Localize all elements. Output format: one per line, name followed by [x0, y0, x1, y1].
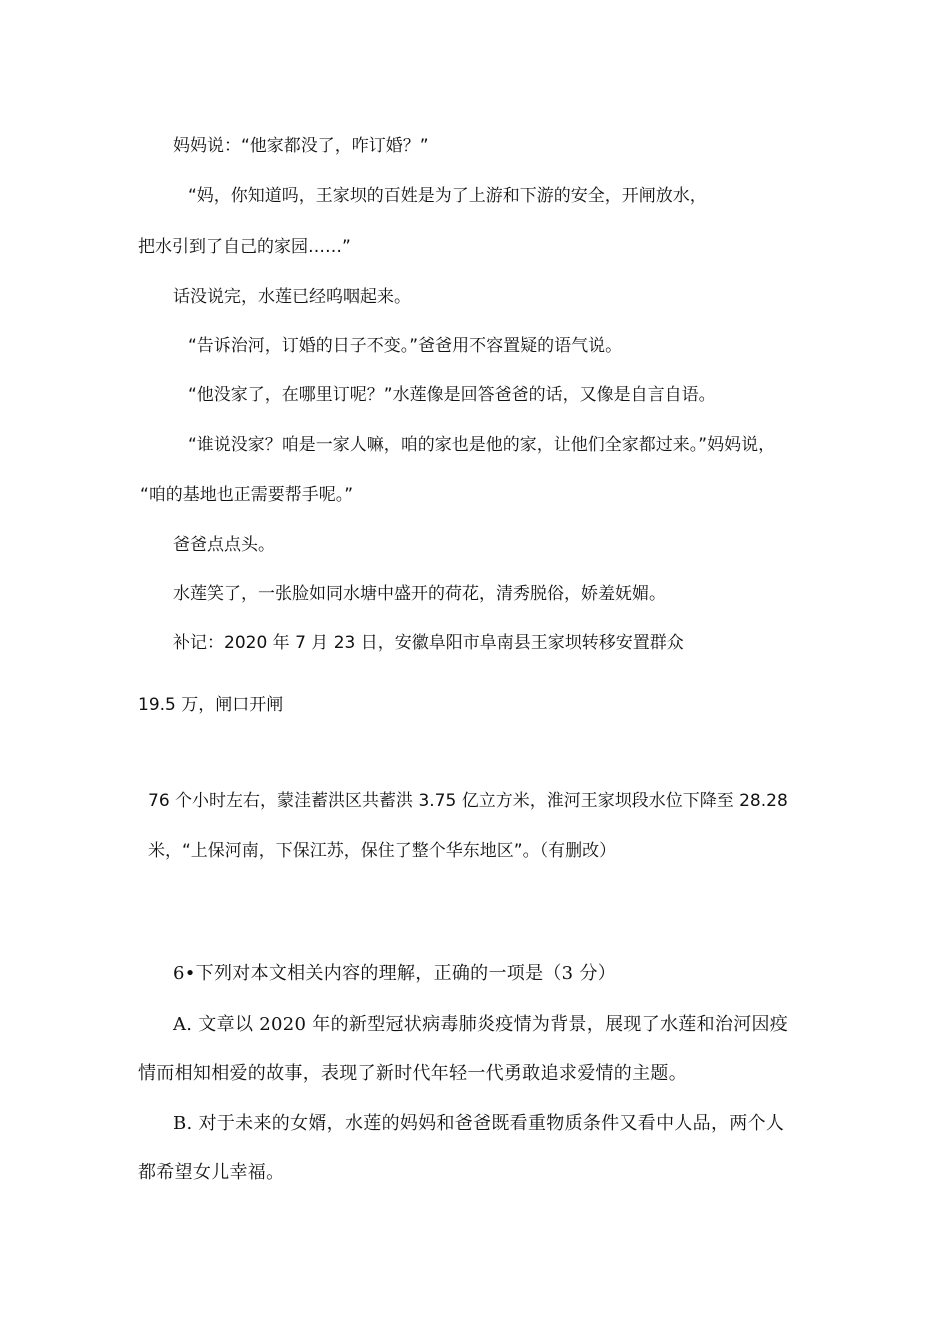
story-line-2: “妈，你知道吗，王家坝的百姓是为了上游和下游的安全，开闸放水，	[188, 186, 707, 206]
story-line-6: “他没家了，在哪里订呢？”水莲像是回答爸爸的话，又像是自言自语。	[188, 385, 716, 405]
story-line-14: 米，“上保河南，下保江苏，保住了整个华东地区”。（有删改）	[148, 841, 617, 861]
story-line-13: 76 个小时左右，蒙洼蓄洪区共蓄洪 3.75 亿立方米，淮河王家坝段水位下降至 28.28	[148, 791, 788, 811]
story-line-10: 水莲笑了，一张脸如同水塘中盛开的荷花，清秀脱俗，娇羞妩媚。	[173, 584, 666, 604]
question-6-option-b-line-1: B. 对于未来的女婿，水莲的妈妈和爸爸既看重物质条件又看中人品，两个人	[173, 1113, 785, 1134]
story-line-9: 爸爸点点头。	[173, 535, 275, 555]
story-line-5: “告诉治河，订婚的日子不变。”爸爸用不容置疑的语气说。	[188, 336, 623, 356]
story-line-8: “咱的基地也正需要帮手呢。”	[140, 485, 354, 505]
question-6-option-a-line-1: A. 文章以 2020 年的新型冠状病毒肺炎疫情为背景，展现了水莲和治河因疫	[173, 1014, 789, 1035]
question-6-option-a-line-2: 情而相知相爱的故事，表现了新时代年轻一代勇敢追求爱情的主题。	[138, 1063, 687, 1084]
question-6-stem: 6•下列对本文相关内容的理解，正确的一项是（3 分）	[173, 963, 617, 984]
question-6-option-b-line-2: 都希望女儿幸福。	[138, 1162, 285, 1183]
story-line-12: 19.5 万，闸口开闸	[138, 695, 284, 715]
story-line-1: 妈妈说：“他家都没了，咋订婚？”	[173, 136, 429, 156]
story-line-7: “谁说没家？咱是一家人嘛，咱的家也是他的家，让他们全家都过来。”妈妈说，	[188, 435, 776, 455]
story-line-4: 话没说完，水莲已经呜咽起来。	[173, 287, 411, 307]
story-line-3: 把水引到了自己的家园……”	[138, 237, 351, 257]
story-line-11: 补记：2020 年 7 月 23 日，安徽阜阳市阜南县王家坝转移安置群众	[173, 633, 684, 653]
